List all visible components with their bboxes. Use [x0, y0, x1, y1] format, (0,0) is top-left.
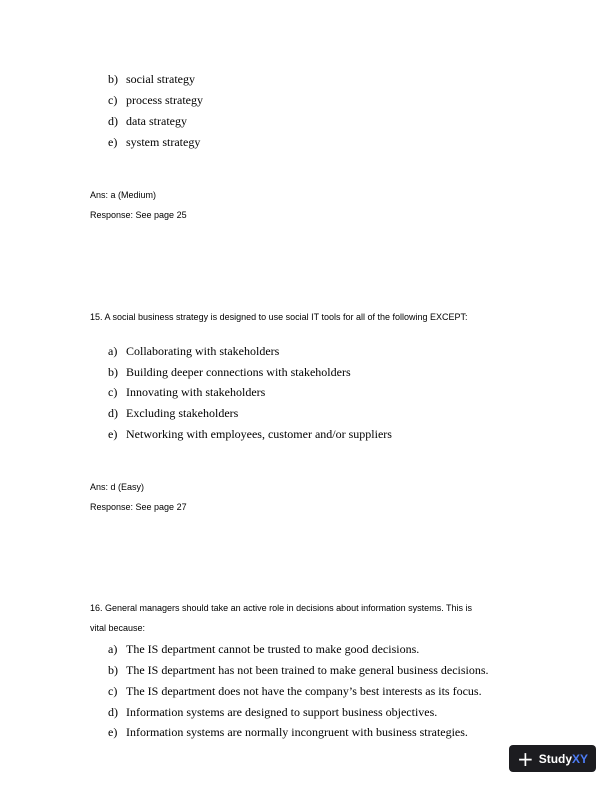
q15-option-b: b) Building deeper connections with stakeholders: [108, 365, 351, 379]
q15-question: 15. A social business strategy is designed to use social IT tools for all of the following EXCEPT:: [90, 312, 468, 322]
q16-option-c: c) The IS department does not have the company’s best interests as its focus.: [108, 684, 482, 698]
q14-response: Response: See page 25: [90, 210, 187, 220]
badge-brand-xy: XY: [572, 751, 589, 766]
q16-option-b: b) The IS department has not been trained to make general business decisions.: [108, 663, 489, 677]
q14-option-e: e) system strategy: [108, 135, 201, 149]
q16-question-line1: 16. General managers should take an active role in decisions about information systems. This is: [90, 603, 473, 613]
q14-option-b: b) social strategy: [108, 72, 195, 86]
q14-option-c: c) process strategy: [108, 93, 203, 107]
q16-option-d: d) Information systems are designed to support business objectives.: [108, 705, 438, 719]
q16-question-line2: vital because:: [90, 623, 146, 633]
q16-option-e: e) Information systems are normally incongruent with business strategies.: [108, 725, 468, 739]
q14-answer: Ans: a (Medium): [90, 190, 157, 200]
q15-answer: Ans: d (Easy): [90, 482, 145, 492]
q16-option-a: a) The IS department cannot be trusted to make good decisions.: [108, 642, 420, 656]
q15-option-a: a) Collaborating with stakeholders: [108, 344, 280, 358]
q15-option-d: d) Excluding stakeholders: [108, 406, 239, 420]
studyxy-badge[interactable]: [509, 745, 596, 772]
q15-response: Response: See page 27: [90, 502, 187, 512]
q14-option-d: d) data strategy: [108, 114, 187, 128]
plus-icon: +: [516, 746, 534, 771]
badge-brand-study: Study: [538, 751, 573, 766]
q15-option-e: e) Networking with employees, customer and/or suppliers: [108, 427, 392, 441]
q15-option-c: c) Innovating with stakeholders: [108, 385, 266, 399]
